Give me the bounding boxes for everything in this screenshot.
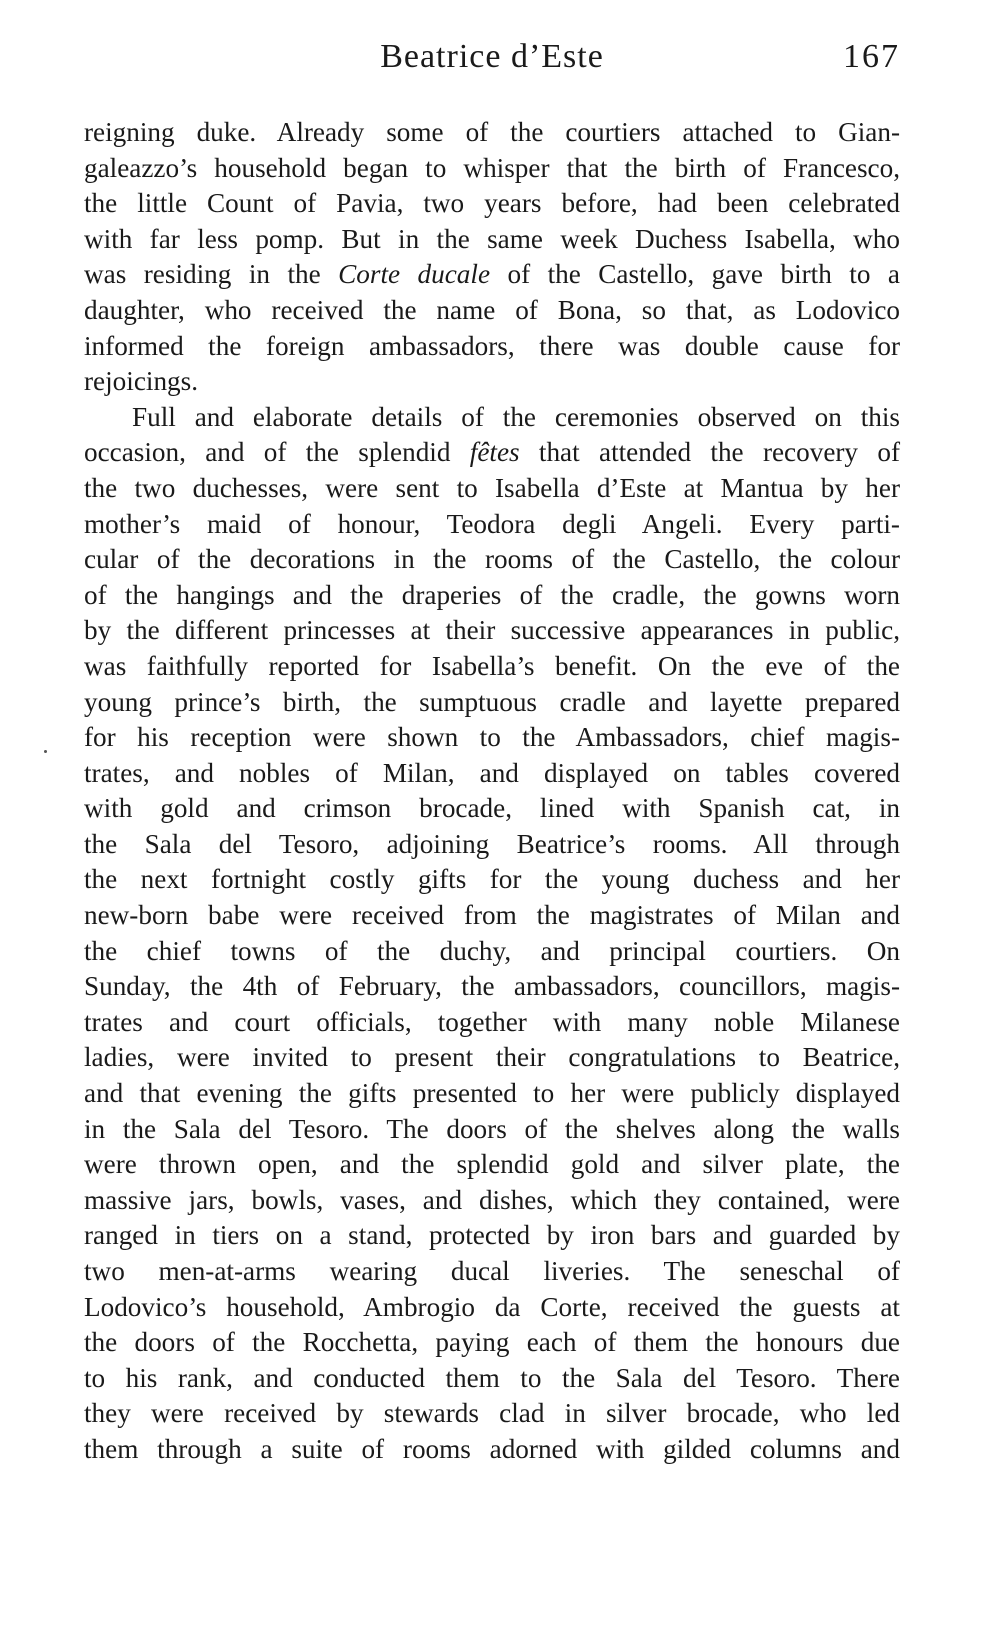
- text-line: the two duchesses, were sent to Isabella d’Este at Mantua by her: [84, 472, 900, 503]
- text-line: for his reception were shown to the Ambassadors, chief magis-: [84, 722, 900, 753]
- text-line: informed the foreign ambassadors, there was double cause for: [84, 330, 900, 361]
- text-line: [84, 257, 900, 293]
- text-line: they were received by stewards clad in silver brocade, who led: [84, 1398, 900, 1429]
- text-line: [84, 435, 900, 471]
- text-line: ranged in tiers on a stand, protected by iron bars and guarded by: [84, 1220, 900, 1251]
- text-segment: that attended the recovery of: [519, 437, 900, 468]
- text-line: to his rank, and conducted them to the Sala del Tesoro. There: [84, 1362, 900, 1393]
- text-segment: occasion, and of the splendid: [84, 437, 470, 468]
- text-line: with far less pomp. But in the same week Duchess Isabella, who: [84, 223, 900, 254]
- paragraph-2: [84, 400, 900, 1468]
- text-line: with gold and crimson brocade, lined with Spanish cat, in: [84, 793, 900, 824]
- text-line: galeazzo’s household began to whisper that the birth of Francesco,: [84, 152, 900, 183]
- text-line: by the different princesses at their successive appearances in public,: [84, 615, 900, 646]
- italic-phrase: fêtes: [469, 437, 520, 468]
- text-segment: of the Castello, gave birth to a: [490, 259, 900, 290]
- text-line: daughter, who received the name of Bona, so that, as Lodovico: [84, 294, 900, 325]
- text-line: ladies, were invited to present their congratulations to Beatrice,: [84, 1042, 900, 1073]
- text-line: the doors of the Rocchetta, paying each of them the honours due: [84, 1327, 900, 1358]
- text-line: two men-at-arms wearing ducal liveries. The seneschal of: [84, 1256, 900, 1286]
- text-line: the Sala del Tesoro, adjoining Beatrice’s rooms. All through: [84, 828, 900, 859]
- text-line: mother’s maid of honour, Teodora degli Angeli. Every parti-: [84, 508, 900, 539]
- running-title: Beatrice d’Este: [380, 38, 604, 75]
- text-line: rejoicings.: [84, 366, 199, 397]
- text-segment: was residing in the: [84, 259, 339, 290]
- text-line: cular of the decorations in the rooms of the Castello, the colour: [84, 544, 900, 575]
- text-line: them through a suite of rooms adorned with gilded columns and: [84, 1433, 900, 1464]
- text-line: Full and elaborate details of the ceremonies observed on this: [132, 401, 900, 432]
- text-line: was faithfully reported for Isabella’s benefit. On the eve of the: [84, 650, 900, 681]
- text-line: new-born babe were received from the magistrates of Milan and: [84, 900, 900, 931]
- text-line: reigning duke. Already some of the courtiers attached to Gian-: [84, 117, 900, 147]
- text-line: of the hangings and the draperies of the cradle, the gowns worn: [84, 579, 900, 610]
- text-line: and that evening the gifts presented to her were publicly displayed: [84, 1078, 900, 1109]
- page-number: 167: [843, 38, 900, 75]
- body-text: [84, 115, 900, 1468]
- text-line: in the Sala del Tesoro. The doors of the shelves along the walls: [84, 1113, 900, 1144]
- text-line: trates and court officials, together with many noble Milanese: [84, 1006, 900, 1037]
- running-head: [84, 38, 900, 88]
- margin-speck: [44, 750, 47, 753]
- paragraph-1: [84, 115, 900, 400]
- text-line: young prince’s birth, the sumptuous cradle and layette prepared: [84, 686, 900, 717]
- text-line: Lodovico’s household, Ambrogio da Corte, received the guests at: [84, 1291, 900, 1322]
- text-line: the little Count of Pavia, two years before, had been celebrated: [84, 188, 900, 219]
- text-line: the chief towns of the duchy, and principal courtiers. On: [84, 935, 900, 966]
- italic-phrase: Corte ducale: [338, 259, 491, 290]
- text-line: were thrown open, and the splendid gold and silver plate, the: [84, 1149, 900, 1180]
- text-line: trates, and nobles of Milan, and displayed on tables covered: [84, 757, 900, 788]
- text-line: massive jars, bowls, vases, and dishes, which they contained, were: [84, 1184, 900, 1215]
- text-line: Sunday, the 4th of February, the ambassadors, councillors, magis-: [84, 971, 900, 1002]
- text-line: the next fortnight costly gifts for the young duchess and her: [84, 864, 900, 895]
